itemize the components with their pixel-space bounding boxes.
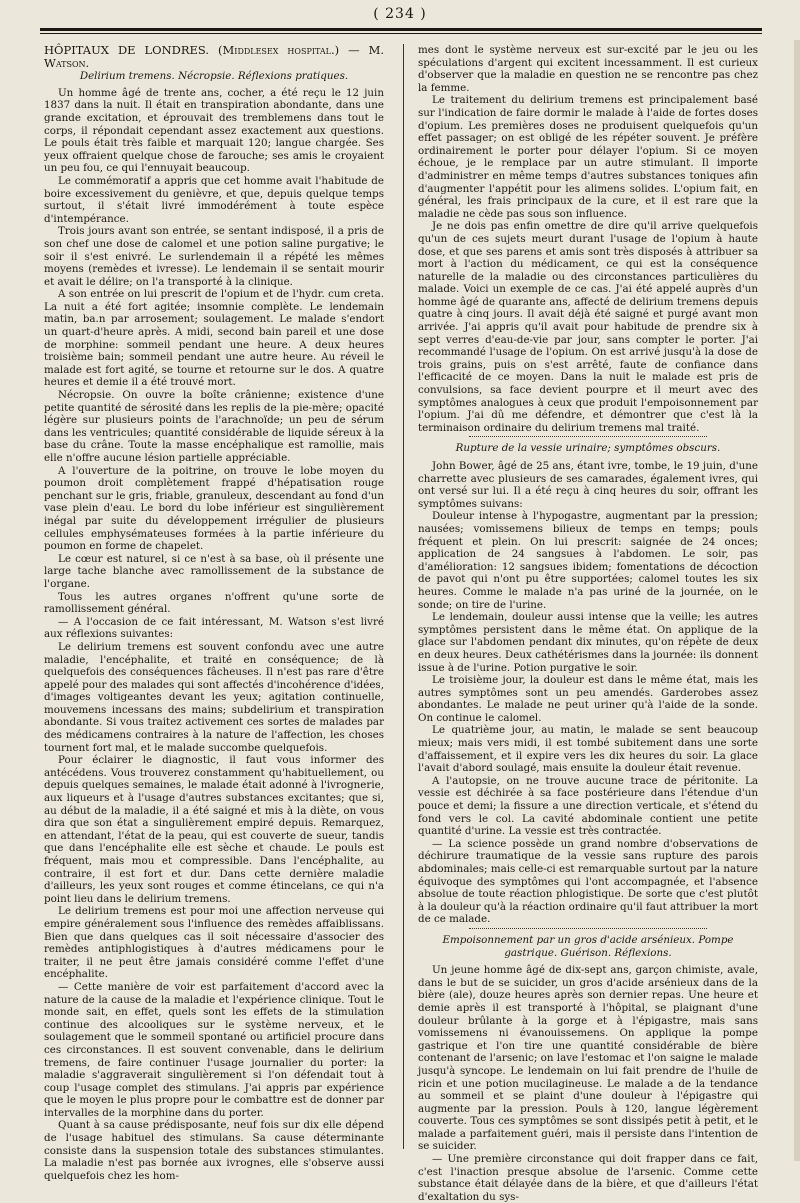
paragraph: A l'autopsie, on ne trouve aucune trace de péritonite. La vessie est déchirée à sa face postérieure dans l'étendue d'un pouce et demi; la fissure a une direction verticale, et s'étend du fond vers le col. La cavité abdominale contient une petite quantité d'urine. La vessie est très contractée. bbox=[418, 774, 758, 838]
page-number: ( 234 ) bbox=[373, 6, 427, 22]
paragraph: — A l'occasion de ce fait intéressant, M. Watson s'est livré aux réflexions suivantes: bbox=[44, 615, 384, 641]
paragraph: John Bower, âgé de 25 ans, étant ivre, tombe, le 19 juin, d'une charrette avec plusieurs de ses camarades, également ivres, qui ont versé sur lui. Il a été reçu à cinq heures du soir, offrant les symptômes suivans: bbox=[418, 460, 758, 510]
article-subtitle: Delirium tremens. Nécropsie. Réflexions pratiques. bbox=[79, 70, 349, 83]
page-edge bbox=[794, 40, 800, 1161]
paragraph: Je ne dois pas enfin omettre de dire qu'il arrive quelquefois qu'un de ces sujets meurt durant l'usage de l'opium à haute dose, et que ses parens et amis sont très disposés à attribuer sa mort à l'action du médicament, ce qui est la conséquence naturelle de la maladie ou des circonstances particulières du malade. Voici un exemple de ce cas. J'ai été appelé auprès d'un homme âgé de quarante ans, affecté de delirium tremens depuis quatre à cinq jours. Il avait déjà été saigné et purgé avant mon arrivée. J'ai appris qu'il avait pour habitude de prendre six à sept verres d'eau-de-vie par jour, sans compter le porter. J'ai recommandé l'usage de l'opium. On est arrivé jusqu'à la dose de trois grains, puis on s'est arrêté, faute de confiance dans l'efficacité de ce moyen. Dans la nuit le malade est pris de convulsions, sa face devient pourpre et il meurt avec des symptômes analogues à ceux que produit l'empoisonnement par l'opium. J'ai dû me défendre, et démontrer que c'est là la terminaison ordinaire du delirium tremens mal traité. bbox=[418, 220, 758, 434]
paragraph: Un jeune homme âgé de dix-sept ans, garçon chimiste, avale, dans le but de se suicider, un gros d'acide arsénieux dans de la bière (ale), douze heures après son dernier repas. Une heure et demie après il est transporté à l'hôpital, se plaignant d'une douleur brûlante à la gorge et à l'épigastre, mais sans vomissemens ni évanouissemens. On applique la pompe gastrique et l'on tire une quantité considérable de bière contenant de l'arsenic; on lave l'estomac et l'on saigne le malade jusqu'à syncope. Le lendemain on lui fait prendre de l'huile de ricin et une potion mucilagineuse. Le malade a de la tendance au sommeil et se plaint d'une douleur à l'épigastre qui augmente par la pression. Pouls à 120, langue légèrement couverte. Tous ces symptômes se sont dissipés petit à petit, et le malade a parfaitement guéri, mais il persiste dans l'intention de se suicider. bbox=[418, 964, 758, 1153]
paragraph: Le delirium tremens est souvent confondu avec une autre maladie, l'encéphalite, et traité en conséquence; de là quelquefois des conséquences fâcheuses. Il n'est pas rare d'être appelé pour des malades qui sont affectés d'incohérence d'idées, d'images voltigeantes devant les yeux; agitation continuelle, mouvemens incessans des mains; subdelirium et transpiration abondante. Si vous traitez activement ces sortes de malades par des médicamens contraires à la nature de l'affection, les choses tournent fort mal, et le malade succombe quelquefois. bbox=[44, 640, 384, 754]
column-divider bbox=[403, 44, 404, 1149]
paragraph: Le delirium tremens est pour moi une affection nerveuse qui empire généralement sous l'influence des remèdes affaiblissans. Bien que dans quelques cas il soit nécessaire d'associer des remèdes antiphlogistiques à d'autres médicamens pour le traiter, il ne peut être jamais considéré comme l'effet d'une encéphalite. bbox=[44, 905, 384, 981]
section-separator bbox=[469, 436, 707, 437]
paragraph: Le cœur est naturel, si ce n'est à sa base, où il présente une large tache blanche avec ramollissement de la substance de l'organe. bbox=[44, 552, 384, 590]
paragraph: Le quatrième jour, au matin, le malade se sent beaucoup mieux; mais vers midi, il est tombé subitement dans une sorte d'affaissement, et il expire vers les dix heures du soir. La glace l'avait d'abord soulagé, mais ensuite la douleur était revenue. bbox=[418, 724, 758, 775]
paragraph: Le lendemain, douleur aussi intense que la veille; les autres symptômes persistent dans le même état. On applique de la glace sur l'abdomen pendant dix minutes, qu'on répète de deux en deux heures. Deux cathétérismes dans la journée: ils donnent issue à de l'urine. Potion purgative le soir. bbox=[418, 611, 758, 674]
paragraph: Trois jours avant son entrée, se sentant indisposé, il a pris de son chef une dose de calomel et une potion saline purgative; le soir il s'est enivré. Le surlendemain il a répété les mêmes moyens (remèdes et ivresse). Le lendemain il se sentait mourir et avait le délire; on l'a transporté à la clinique. bbox=[44, 225, 384, 288]
paragraph: Tous les autres organes n'offrent qu'une sorte de ramollissement général. bbox=[44, 590, 384, 616]
paragraph: Douleur intense à l'hypogastre, augmentant par la pression; nausées; vomissemens bilieux de temps en temps; pouls fréquent et plein. On lui prescrit: saignée de 24 onces; application de 24 sangsues à l'abdomen. Le soir, pas d'amélioration: 12 sangsues ibidem; fomentations de décoction de pavot qui n'ont pu être supportées; calomel toutes les six heures. Comme le malade n'a pas uriné de la journée, on le sonde; on tire de l'urine. bbox=[418, 510, 758, 611]
paragraph: Le troisième jour, la douleur est dans le même état, mais les autres symptômes sont un peu amendés. Garderobes assez abondantes. Le malade ne peut uriner qu'à l'aide de la sonde. On continue le calomel. bbox=[418, 674, 758, 724]
article-heading: HÔPITAUX DE LONDRES. (Middlesex hospital.) — M. Watson. bbox=[44, 43, 384, 70]
paragraph: mes dont le système nerveux est sur-excité par le jeu ou les spéculations d'argent qui excitent incessamment. Il est curieux d'observer que la maladie en question ne se rencontre pas chez la femme. bbox=[418, 44, 758, 94]
section-separator bbox=[469, 928, 707, 929]
paragraph: Pour éclairer le diagnostic, il faut vous informer des antécédens. Vous trouverez constamment qu'habituellement, ou depuis quelques semaines, le malade était adonné à l'ivrognerie, aux liqueurs et à l'usage d'autres substances excitantes; que si, au début de la maladie, il a été saigné et mis à la diète, on vous dira que son état a singulièrement empiré depuis. Remarquez, en attendant, l'état de la peau, qui est couverte de sueur, tandis que dans l'encéphalite elle est sèche et chaude. Le pouls est fréquent, mais mou et compressible. Dans l'encéphalite, au contraire, il est fort et dur. Dans cette dernière maladie d'ailleurs, les yeux sont rouges et comme étincelans, ce qui n'a point lieu dans le delirium tremens. bbox=[44, 754, 384, 905]
right-column bbox=[418, 44, 758, 1203]
left-column bbox=[44, 43, 384, 1182]
header-rule-thick bbox=[40, 28, 762, 31]
paragraph: Nécropsie. On ouvre la boîte crânienne; existence d'une petite quantité de sérosité dans les replis de la pie-mère; opacité légère sur plusieurs points de l'arachnoïde; un peu de sérum dans les ventricules; quantité considérable de liquide séreux à la base du crâne. Toute la masse encéphalique est ramollie, mais elle n'offre aucune lésion partielle appréciable. bbox=[44, 389, 384, 464]
paragraph: Le commémoratif a appris que cet homme avait l'habitude de boire excessivement du genièvre, et que, depuis quelque temps surtout, il s'était livré immodérément à toute espèce d'intempérance. bbox=[44, 174, 384, 225]
paragraph: — Cette manière de voir est parfaitement d'accord avec la nature de la cause de la maladie et l'expérience clinique. Tout le monde sait, en effet, quels sont les effets de la stimulation continue des alcooliques sur le système nerveux, et le soulagement que le sommeil spontané ou artificiel procure dans ces circonstances. Il est souvent convenable, dans le delirium tremens, de faire continuer l'usage journalier du porter: la maladie s'aggraverait singulièrement si l'on défendait tout à coup l'usage complet des stimulans. J'ai appris par expérience que le moyen le plus propre pour le combattre est de donner par intervalles de la morphine dans du porter. bbox=[44, 980, 384, 1119]
section-title: Rupture de la vessie urinaire; symptômes obscurs. bbox=[455, 442, 721, 455]
paragraph: Quant à sa cause prédisposante, neuf fois sur dix elle dépend de l'usage habituel des stimulans. Sa cause déterminante consiste dans la suspension totale des substances stimulantes. La maladie n'est pas bornée aux ivrognes, elle s'observe aussi quelquefois chez les hom- bbox=[44, 1119, 384, 1182]
header-rule-thin bbox=[40, 33, 762, 34]
paragraph: A son entrée on lui prescrit de l'opium et de l'hydr. cum creta. La nuit a été fort agitée; insomnie complète. Le lendemain matin, ba.n par arrosement; soulagement. Le malade s'endort un quart-d'heure après. A midi, second bain pareil et une dose de morphine: sommeil pendant une heure. A deux heures troisième bain; sommeil pendant une autre heure. Au réveil le malade est fort agité, se tourne et retourne sur le dos. A quatre heures et demie il a été trouvé mort. bbox=[44, 288, 384, 389]
paragraph: Le traitement du delirium tremens est principalement basé sur l'indication de faire dormir le malade à l'aide de fortes doses d'opium. Les premières doses ne produisent quelquefois qu'un effet passager; on est obligé de les répéter souvent. Je préfère ordinairement le porter pour délayer l'opium. Si ce moyen échoue, je le remplace par un autre stimulant. Il importe d'administrer en même temps d'autres substances toniques afin d'augmenter l'appétit pour les alimens solides. L'opium fait, en général, les frais principaux de la cure, et il est rare que la maladie ne cède pas sous son influence. bbox=[418, 94, 758, 220]
section-title: Empoisonnement par un gros d'acide arsénieux. Pompe gastrique. Guérison. Réflexions. bbox=[442, 933, 734, 959]
paragraph: — Une première circonstance qui doit frapper dans ce fait, c'est l'inaction presque absolue de l'arsenic. Comme cette substance était délayée dans de la bière, et que d'ailleurs l'état d'exaltation du sys- bbox=[418, 1153, 758, 1203]
paragraph: Un homme âgé de trente ans, cocher, a été reçu le 12 juin 1837 dans la nuit. Il était en transpiration abondante, dans une grande excitation, et éprouvait des tremblemens dans tout le corps, il répondait cependant assez exactement aux questions. Le pouls était très faible et marquait 120; langue chargée. Ses yeux offraient quelque chose de farouche; ses amis le croyaient un peu fou, ce qui l'ennuyait beaucoup. bbox=[44, 86, 384, 175]
paragraph: A l'ouverture de la poitrine, on trouve le lobe moyen du poumon droit complètement frappé d'hépatisation rouge penchant sur le gris, friable, granuleux, descendant au fond d'un vase plein d'eau. Le bord du lobe inférieur est singulièrement inégal par suite du développement irrégulier de plusieurs cellules emphysémateuses formées à la partie inférieure du poumon en forme de chapelet. bbox=[44, 464, 384, 553]
paragraph: — La science possède un grand nombre d'observations de déchirure traumatique de la vessie sans rupture des parois abdominales; mais celle-ci est remarquable surtout par la nature équivoque des symptômes qui l'ont accompagnée, et l'absence absolue de toute réaction phlogistique. De sorte que c'est plutôt à la douleur qu'à la réaction ordinaire qu'il faut attribuer la mort de ce malade. bbox=[418, 837, 758, 926]
